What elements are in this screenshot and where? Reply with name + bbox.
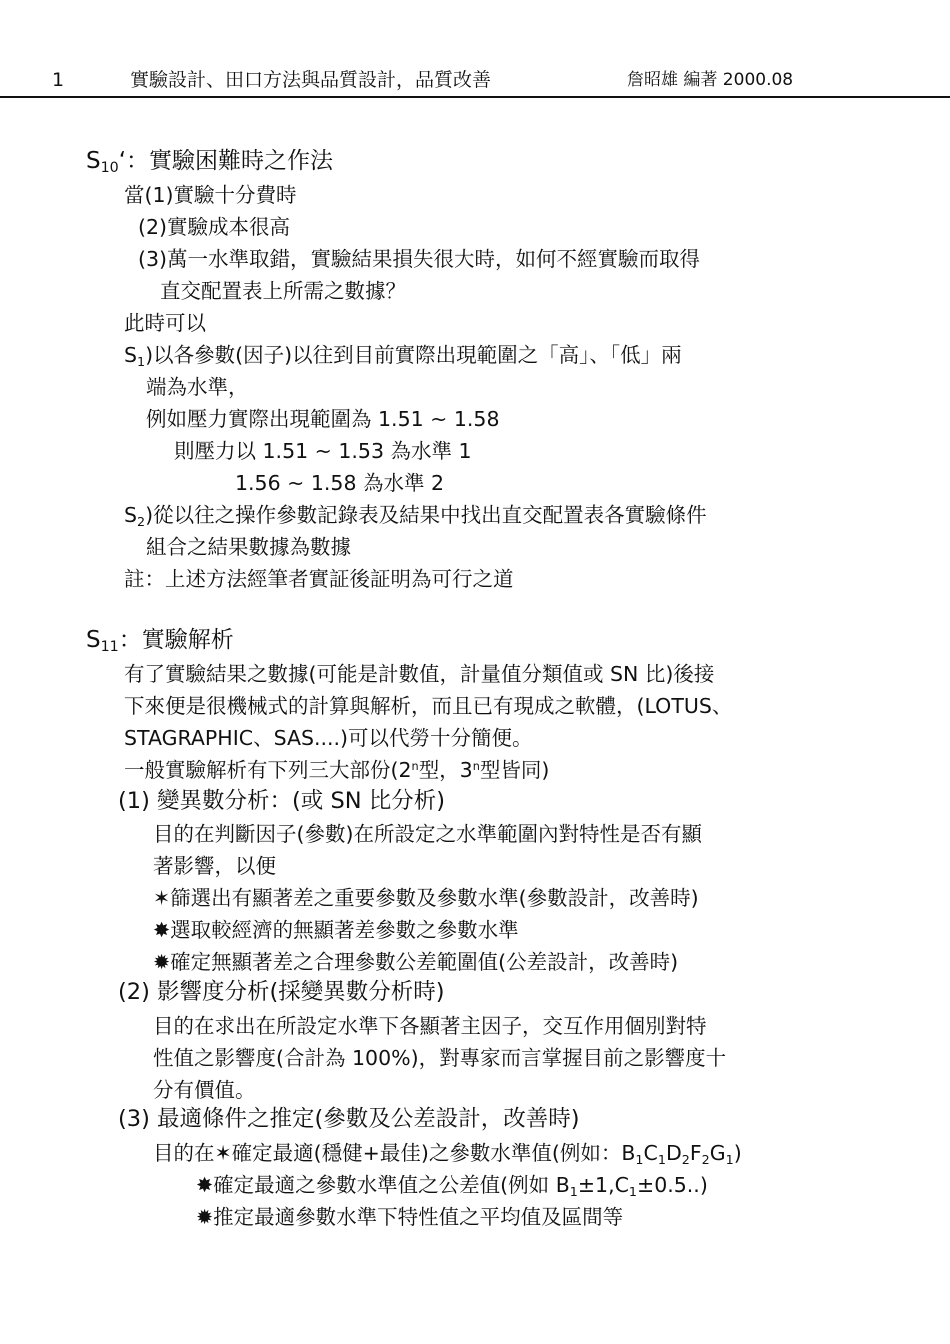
item-1-bullet-2: ✸選取較經濟的無顯著差參數之參數水準	[153, 918, 519, 942]
section-heading-s11: S11：實驗解析	[86, 627, 234, 655]
step-s1: S1)以各參數(因子)以往到目前實際出現範圍之「高」、「低」兩	[124, 343, 682, 369]
item-2-line-2: 性值之影響度(合計為 100%)，對專家而言掌握目前之影響度十	[153, 1046, 727, 1070]
condition-line-3-cont: 直交配置表上所需之數據？	[160, 279, 406, 303]
condition-line-3: (3)萬一水準取錯，實驗結果損失很大時，如何不經實驗而取得	[138, 247, 701, 271]
item-1-line-1: 目的在判斷因子(參數)在所設定之水準範圍內對特性是否有顯	[153, 822, 702, 846]
author-date: 詹昭雄 編著 2000.08	[627, 70, 794, 90]
page-number: 1	[52, 69, 65, 91]
three-parts-line: 一般實驗解析有下列三大部份(2$^n$型，3$^n$型皆同)	[124, 758, 550, 782]
item-1-line-2: 著影響，以便	[153, 854, 276, 878]
paragraph-line-1: 有了實驗結果之數據(可能是計數值，計量值分類值或 SN 比)後接	[124, 662, 715, 686]
item-3-line-1: 目的在✶確定最適(穩健+最佳)之參數水準值(例如：B1C1D2F2G1)	[153, 1141, 742, 1167]
step-s1-cont: 端為水準，	[146, 375, 249, 399]
item-2-line-1: 目的在求出在所設定水準下各顯著主因子，交互作用個別對特	[153, 1014, 707, 1038]
section-heading-s10: S10‘：實驗困難時之作法	[86, 148, 334, 176]
level-2-line: 1.56 ~ 1.58 為水準 2	[235, 471, 445, 495]
item-1-title: (1) 變異數分析：(或 SN 比分析)	[118, 788, 445, 814]
condition-line-2: (2)實驗成本很高	[138, 215, 291, 239]
level-1-line: 則壓力以 1.51 ~ 1.53 為水準 1	[174, 439, 472, 463]
item-3-title: (3) 最適條件之推定(參數及公差設計，改善時)	[118, 1106, 580, 1132]
item-3-line-3: ✹推定最適參數水準下特性值之平均值及區間等	[196, 1205, 624, 1229]
paragraph-line-2: 下來便是很機械式的計算與解析，而且已有現成之軟體，(LOTUS、	[124, 694, 733, 718]
item-1-bullet-3: ✹確定無顯著差之合理參數公差範圍值(公差設計，改善時)	[153, 950, 679, 974]
step-s2: S2)從以往之操作參數記錄表及結果中找出直交配置表各實驗條件	[124, 503, 707, 529]
item-2-line-3: 分有價值。	[153, 1078, 256, 1102]
condition-line-1: 當(1)實驗十分費時	[124, 183, 297, 207]
paragraph-line-3: STAGRAPHIC、SAS....)可以代勞十分簡便。	[124, 726, 533, 750]
note-line: 註：上述方法經筆者實証後証明為可行之道	[124, 567, 514, 591]
header-rule	[0, 96, 950, 98]
item-3-line-2: ✸確定最適之參數水準值之公差值(例如 B1±1,C1±0.5..)	[196, 1173, 708, 1199]
example-line: 例如壓力實際出現範圍為 1.51 ~ 1.58	[146, 407, 500, 431]
item-1-bullet-1: ✶篩選出有顯著差之重要參數及參數水準(參數設計，改善時)	[153, 886, 699, 910]
then-line: 此時可以	[124, 311, 206, 335]
item-2-title: (2) 影響度分析(採變異數分析時)	[118, 979, 445, 1005]
step-s2-cont: 組合之結果數據為數據	[146, 535, 351, 559]
document-title: 實驗設計、田口方法與品質設計，品質改善	[130, 69, 492, 91]
